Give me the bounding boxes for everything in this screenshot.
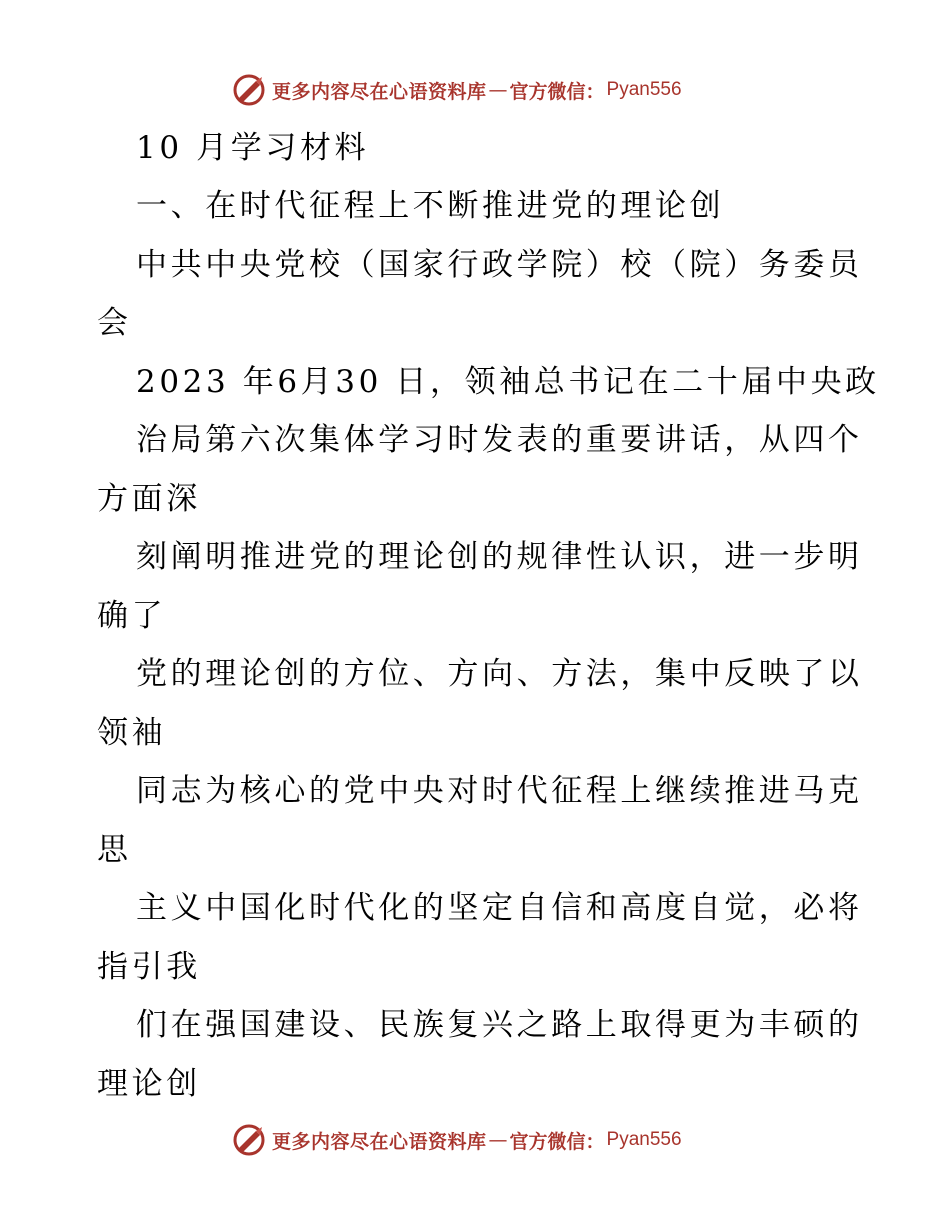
body-line: 2023 年6月30 日，领袖总书记在二十届中央政 xyxy=(136,364,880,400)
body-line: 党的理论创的方位、方向、方法，集中反映了以 xyxy=(136,656,863,692)
body-line: 确了 xyxy=(97,598,167,634)
author-line-cont: 会 xyxy=(97,305,132,341)
body-line: 主义中国化时代化的坚定自信和高度自觉，必将 xyxy=(136,890,863,926)
document-title: 10 月学习材料 xyxy=(136,130,370,166)
brand-logo-icon xyxy=(232,73,266,107)
watermark-footer xyxy=(232,1122,682,1158)
watermark-contact-label: 官方微信： xyxy=(509,80,605,103)
brand-logo-icon xyxy=(232,1123,266,1157)
body-line: 方面深 xyxy=(97,481,201,517)
watermark-contact-id: Pyan556 xyxy=(606,79,682,100)
watermark-contact-label: 官方微信： xyxy=(509,1130,605,1153)
section-heading: 一、在时代征程上不断推进党的理论创 xyxy=(136,188,725,224)
watermark-header xyxy=(232,72,682,108)
watermark-dash: — xyxy=(488,79,508,101)
body-line: 刻阐明推进党的理论创的规律性认识，进一步明 xyxy=(136,539,863,575)
body-line: 领袖 xyxy=(97,715,167,751)
body-line: 指引我 xyxy=(97,949,201,985)
watermark-contact-id: Pyan556 xyxy=(606,1129,682,1150)
body-line: 同志为核心的党中央对时代征程上继续推进马克 xyxy=(136,773,863,809)
body-line: 治局第六次集体学习时发表的重要讲话，从四个 xyxy=(136,422,863,458)
body-line: 理论创 xyxy=(97,1066,201,1102)
watermark-brand: 更多内容尽在心语资料库 xyxy=(272,80,487,103)
watermark-brand: 更多内容尽在心语资料库 xyxy=(272,1130,487,1153)
author-line: 中共中央党校（国家行政学院）校（院）务委员 xyxy=(136,247,863,283)
watermark-dash: — xyxy=(488,1129,508,1151)
body-line: 们在强国建设、民族复兴之路上取得更为丰硕的 xyxy=(136,1007,863,1043)
body-line: 思 xyxy=(97,832,132,868)
